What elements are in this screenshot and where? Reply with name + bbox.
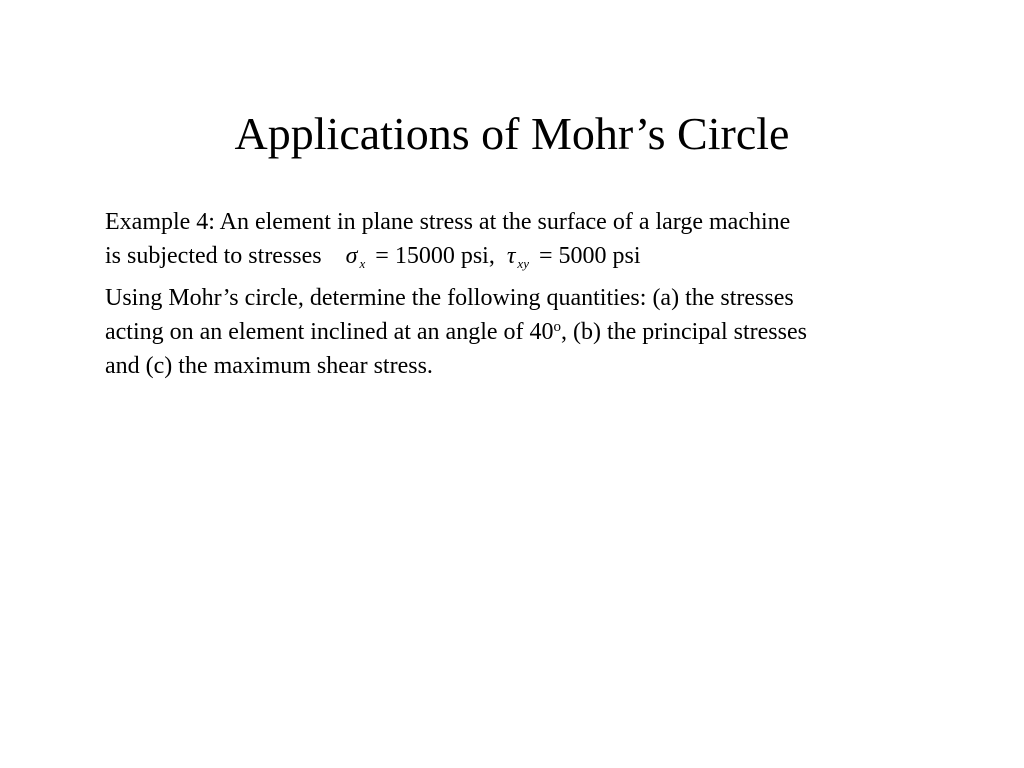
body-line-1: Example 4: An element in plane stress at the surface of a large machine xyxy=(105,209,791,235)
degree-superscript: o xyxy=(553,319,561,335)
body-line-2 xyxy=(105,239,955,281)
tau-equals: = xyxy=(538,243,553,269)
body-line-3: Using Mohr’s circle, determine the following quantities: (a) the stresses xyxy=(105,285,794,311)
stress-equation xyxy=(346,239,641,281)
sigma-equals: = xyxy=(375,243,389,269)
angle-text: acting on an element inclined at an angle of 40 xyxy=(105,319,554,345)
body-line-4 xyxy=(105,315,955,349)
sigma-value: 15000 psi, xyxy=(394,243,495,269)
sigma-subscript: x xyxy=(359,256,366,271)
body-line-5: and (c) the maximum shear stress. xyxy=(105,353,433,379)
slide-body xyxy=(105,205,955,383)
tau-symbol: τ xyxy=(506,243,516,269)
sigma-symbol: σ xyxy=(345,243,358,269)
tau-value: 5000 psi xyxy=(558,243,641,269)
tau-subscript: xy xyxy=(517,256,529,271)
stress-intro-text: is subjected to stresses xyxy=(105,243,322,269)
principal-stress-text: , (b) the principal stresses xyxy=(561,319,807,345)
slide-title: Applications of Mohr’s Circle xyxy=(234,108,790,159)
